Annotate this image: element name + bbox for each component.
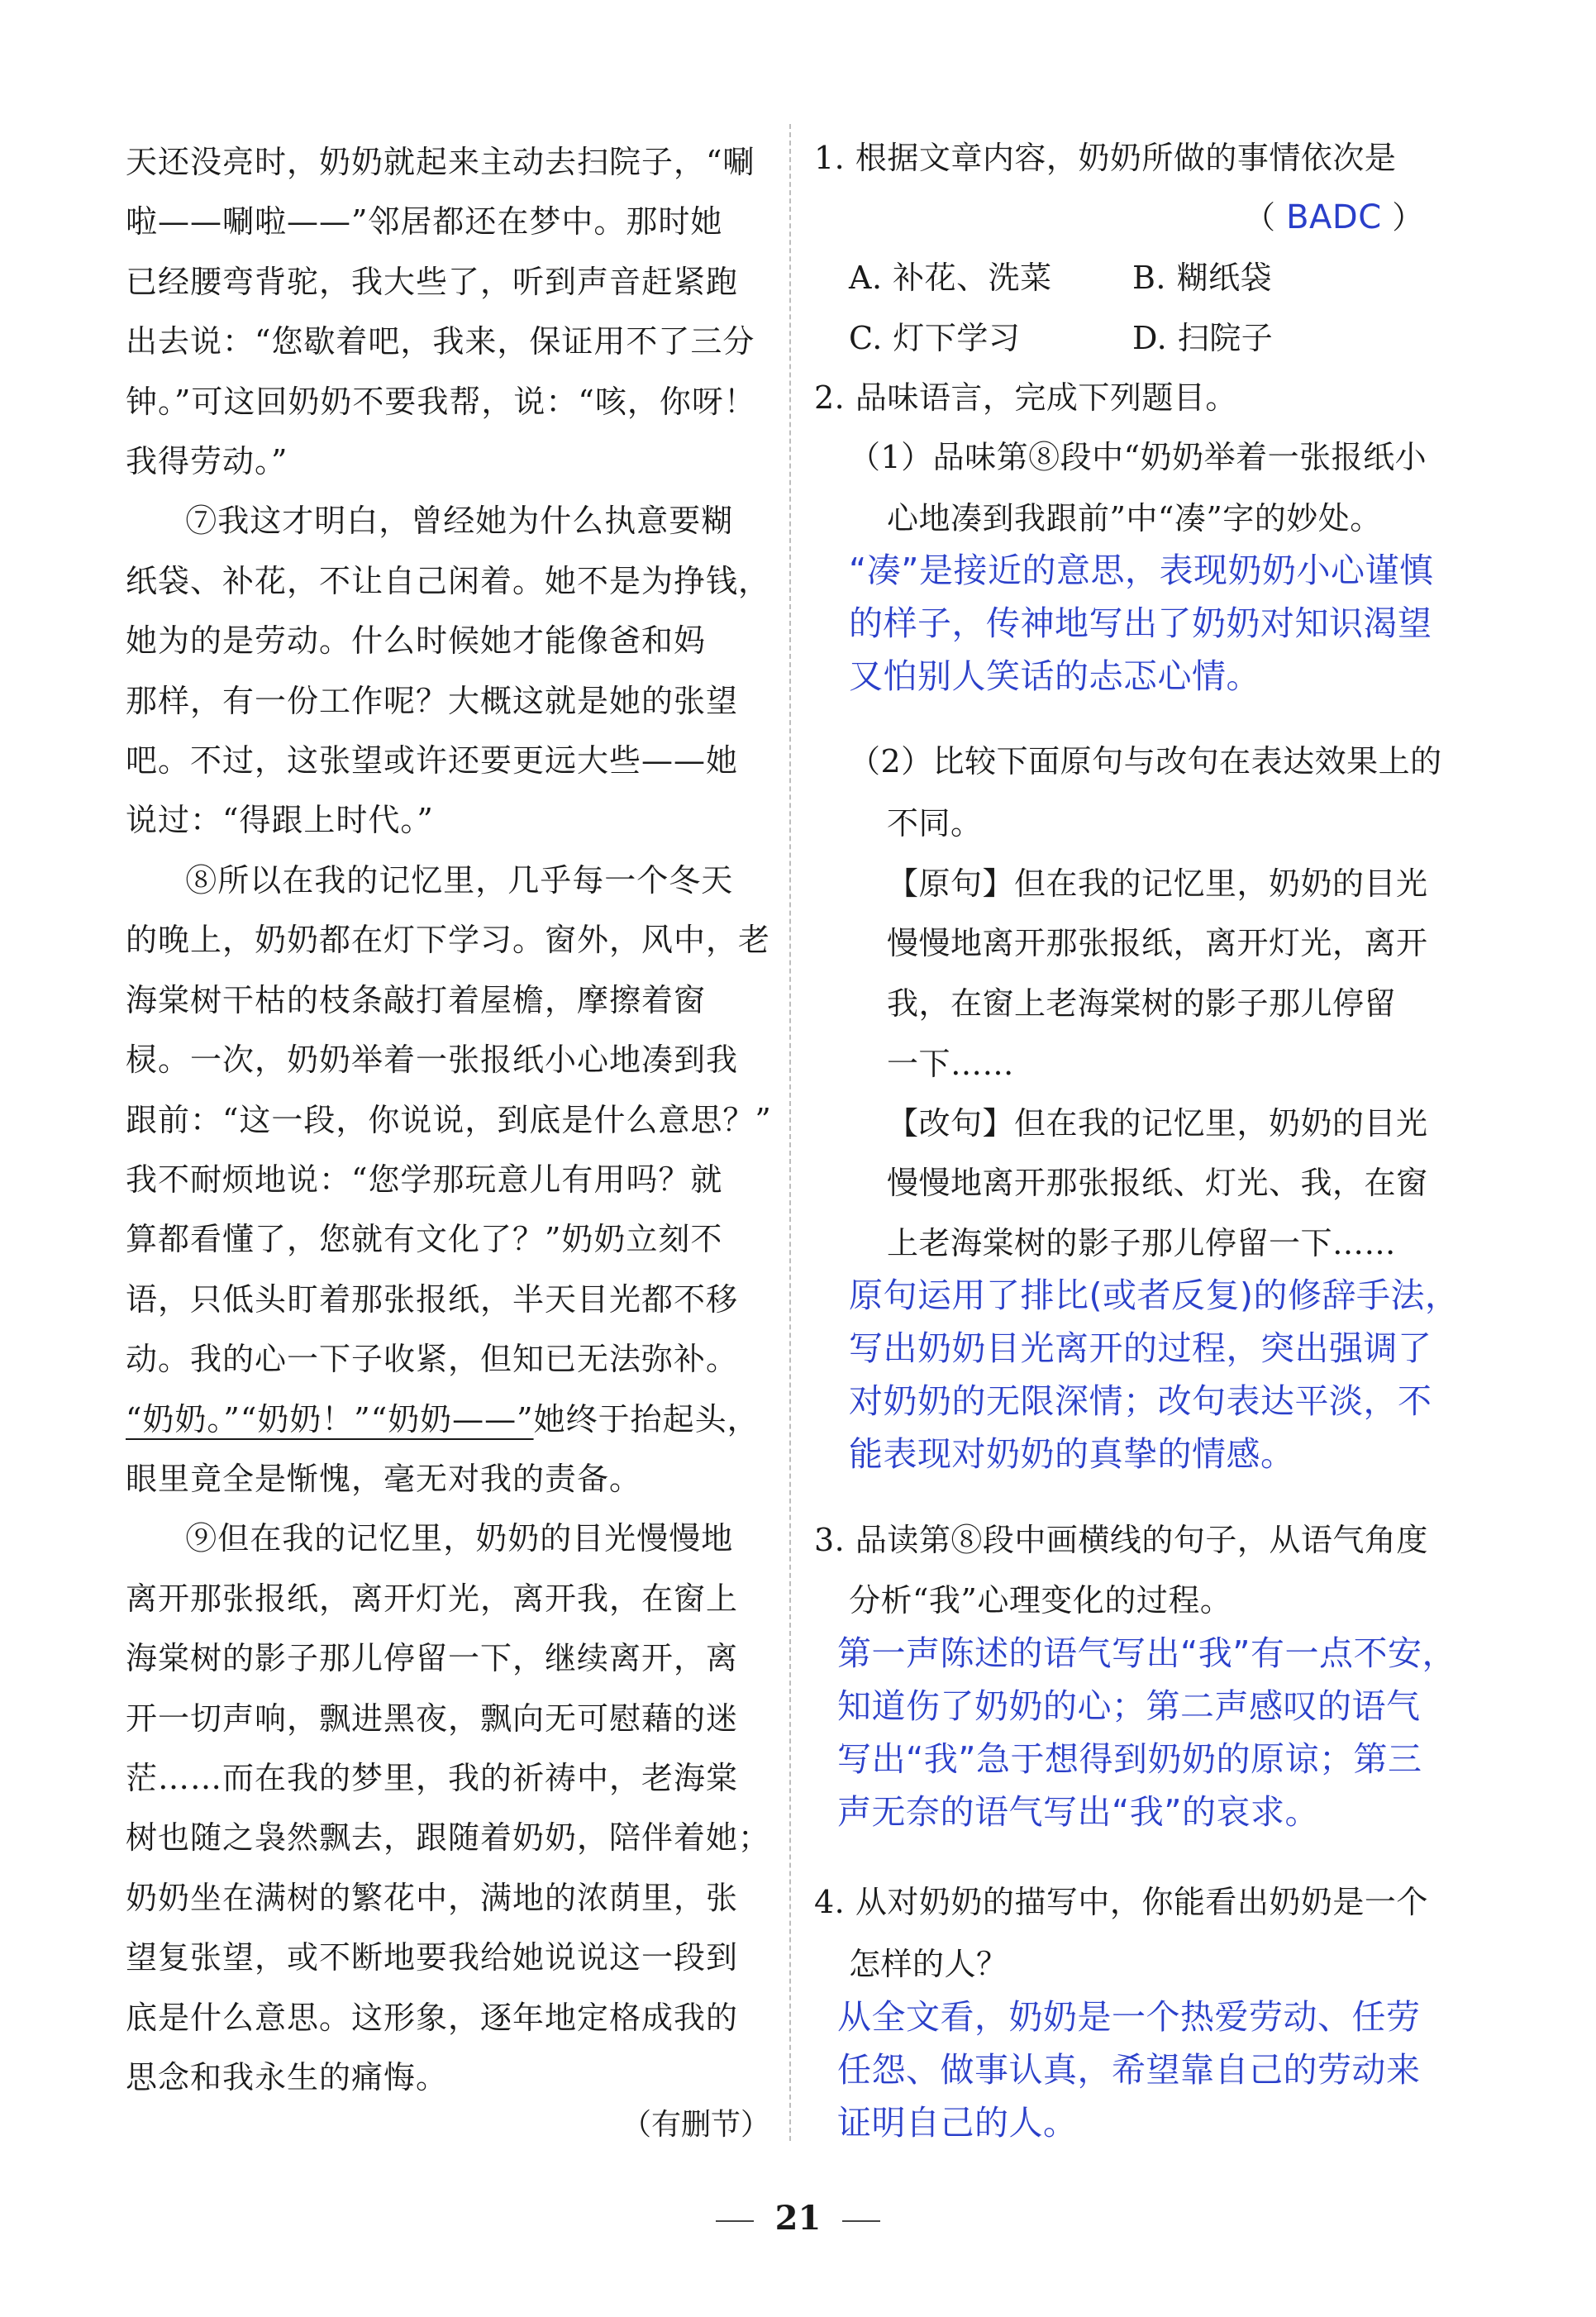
- text-line: 我得劳动。”: [126, 443, 288, 480]
- q3-answer: [837, 1627, 1456, 1838]
- revised-sentence-line: 【改句】但在我的记忆里，奶奶的目光: [887, 1105, 1428, 1142]
- text-line: 离开那张报纸，离开灯光，离开我，在窗上: [126, 1580, 739, 1617]
- q2-sub2-line: （2）比较下面原句与改句在表达效果上的: [849, 743, 1442, 779]
- text-segment: 她终于抬起头，: [533, 1400, 760, 1437]
- answer-line: 写出“我”急于想得到奶奶的原谅；第三: [837, 1739, 1422, 1779]
- answer-line: 的样子，传神地写出了奶奶对知识渴望: [849, 603, 1432, 643]
- answer-line: 第一声陈述的语气写出“我”有一点不安，: [837, 1633, 1456, 1673]
- original-sentence-line: 我，在窗上老海棠树的影子那儿停留: [887, 985, 1397, 1022]
- footer-dash: [842, 2220, 880, 2222]
- footer-dash: [716, 2220, 754, 2222]
- text-line: 算都看懂了，您就有文化了？”奶奶立刻不: [126, 1221, 723, 1258]
- answer-line: 任怨、做事认真，希望靠自己的劳动来: [837, 2050, 1421, 2090]
- underlined-sentence: “奶奶。”“奶奶！”“奶奶——”: [126, 1400, 534, 1437]
- option-d: D. 扫院子: [1132, 320, 1274, 356]
- text-line: 纸袋、补花，不让自己闲着。她不是为挣钱，: [126, 562, 771, 599]
- abridged-note: （有删节）: [622, 2108, 771, 2142]
- text-line: 出去说：“您歇着吧，我来，保证用不了三分: [126, 323, 755, 360]
- q2-sub1-line: （1）品味第⑧段中“奶奶举着一张报纸小: [849, 439, 1427, 475]
- page-number: 21: [774, 2199, 822, 2238]
- text-line: 天还没亮时，奶奶就起来主动去扫院子，“唰: [126, 144, 755, 180]
- original-sentence-line: 慢慢地离开那张报纸，离开灯光，离开: [887, 925, 1428, 961]
- q1-answer: BADC: [1286, 198, 1382, 236]
- paren-open: （: [1244, 199, 1276, 236]
- question-3-line: 分析“我”心理变化的过程。: [849, 1582, 1232, 1619]
- text-line: [126, 1390, 760, 1449]
- text-line: 说过：“得跟上时代。”: [126, 802, 434, 839]
- paragraph-6-end: [126, 132, 756, 491]
- text-line: 跟前：“这一段，你说说，到底是什么意思？”: [126, 1101, 772, 1138]
- text-line: 钟。”可这回奶奶不要我帮，说：“咳，你呀！: [126, 383, 756, 420]
- revised-sentence-line: 上老海棠树的影子那儿停留一下……: [887, 1225, 1397, 1261]
- paren-close: ）: [1392, 199, 1424, 236]
- answer-line: 原句运用了排比(或者反复)的修辞手法，: [849, 1275, 1460, 1315]
- text-line: 已经腰弯背驼，我大些了，听到声音赶紧跑: [126, 263, 739, 300]
- question-1: 1. 根据文章内容，奶奶所做的事情依次是: [814, 140, 1397, 176]
- text-line: 吧。不过，这张望或许还要更远大些——她: [126, 742, 739, 779]
- answer-line: 对奶奶的无限深情；改句表达平淡，不: [849, 1381, 1432, 1421]
- answer-line: 知道伤了奶奶的心；第二声感叹的语气: [837, 1686, 1421, 1726]
- q2-sub2-answer: [849, 1269, 1460, 1480]
- text-line: 她为的是劳动。什么时候她才能像爸和妈: [126, 622, 707, 660]
- text-line: 棂。一次，奶奶举着一张报纸小心地凑到我: [126, 1042, 739, 1079]
- question-2: 2. 品味语言，完成下列题目。: [814, 379, 1237, 416]
- option-a: A. 补花、洗菜: [849, 260, 1052, 296]
- answer-line: 从全文看，奶奶是一个热爱劳动、任劳: [837, 1997, 1421, 2037]
- answer-bracket: [1244, 192, 1424, 237]
- column-divider: [789, 124, 791, 2141]
- q4-answer: [837, 1990, 1421, 2149]
- text-line: 海棠树的影子那儿停留一下，继续离开，离: [126, 1640, 739, 1677]
- text-line: 的晚上，奶奶都在灯下学习。窗外，风中，老: [126, 922, 771, 959]
- text-line: ⑨但在我的记忆里，奶奶的目光慢慢地: [185, 1520, 734, 1557]
- text-line: 那样，有一份工作呢？大概这就是她的张望: [126, 682, 739, 719]
- text-line: 动。我的心一下子收紧，但知已无法弥补。: [126, 1341, 739, 1378]
- revised-sentence-line: 慢慢地离开那张报纸、灯光、我，在窗: [887, 1165, 1428, 1201]
- original-sentence-line: 【原句】但在我的记忆里，奶奶的目光: [887, 865, 1428, 902]
- page-footer: [0, 2199, 1596, 2238]
- q2-sub1-answer: [849, 544, 1433, 703]
- text-line: 啦——唰啦——”邻居都还在梦中。那时她: [126, 203, 723, 241]
- text-line: 底是什么意思。这形象，逐年地定格成我的: [126, 1999, 739, 2036]
- paragraph-9: [126, 1509, 771, 2107]
- text-line: 海棠树干枯的枝条敲打着屋檐，摩擦着窗: [126, 981, 707, 1018]
- text-line: 语，只低头盯着那张报纸，半天目光都不移: [126, 1280, 739, 1318]
- original-sentence-line: 一下……: [887, 1046, 1015, 1082]
- text-line: 眼里竟全是惭愧，毫无对我的责备。: [126, 1460, 642, 1497]
- answer-line: 声无奈的语气写出“我”的哀求。: [837, 1792, 1319, 1832]
- option-b: B. 糊纸袋: [1132, 260, 1273, 296]
- answer-line: 写出奶奶目光离开的过程，突出强调了: [849, 1328, 1432, 1368]
- answer-line: 又怕别人笑话的忐忑心情。: [849, 656, 1260, 696]
- text-line: 思念和我永生的痛悔。: [126, 2059, 449, 2095]
- q2-sub1-line: 心地凑到我跟前”中“凑”字的妙处。: [887, 500, 1382, 536]
- text-line: ⑦我这才明白，曾经她为什么执意要糊: [185, 503, 734, 540]
- text-line: 我不耐烦地说：“您学那玩意儿有用吗？就: [126, 1161, 723, 1198]
- option-c: C. 灯下学习: [849, 320, 1021, 356]
- text-line: 望复张望，或不断地要我给她说说这一段到: [126, 1939, 739, 1976]
- question-4-line: 怎样的人？: [849, 1946, 1008, 1982]
- text-line: 开一切声响，飘进黑夜，飘向无可慰藉的迷: [126, 1700, 739, 1737]
- q2-sub2-line: 不同。: [887, 805, 983, 841]
- answer-line: 能表现对奶奶的真挚的情感。: [849, 1434, 1295, 1474]
- text-line: 奶奶坐在满树的繁花中，满地的浓荫里，张: [126, 1879, 739, 1916]
- question-4: 4. 从对奶奶的描写中，你能看出奶奶是一个: [814, 1884, 1428, 1920]
- paragraph-7: [126, 491, 771, 850]
- paragraph-8: [126, 851, 772, 1509]
- text-line: 茫……而在我的梦里，我的祈祷中，老海棠: [126, 1759, 739, 1796]
- text-line: ⑧所以在我的记忆里，几乎每一个冬天: [185, 861, 734, 899]
- reading-passage: [126, 132, 772, 2107]
- question-3: 3. 品读第⑧段中画横线的句子，从语气角度: [814, 1522, 1428, 1558]
- answer-line: “凑”是接近的意思，表现奶奶小心谨慎: [849, 551, 1434, 590]
- answer-line: 证明自己的人。: [837, 2103, 1078, 2143]
- text-line: 树也随之袅然飘去，跟随着奶奶，陪伴着她；: [126, 1819, 771, 1857]
